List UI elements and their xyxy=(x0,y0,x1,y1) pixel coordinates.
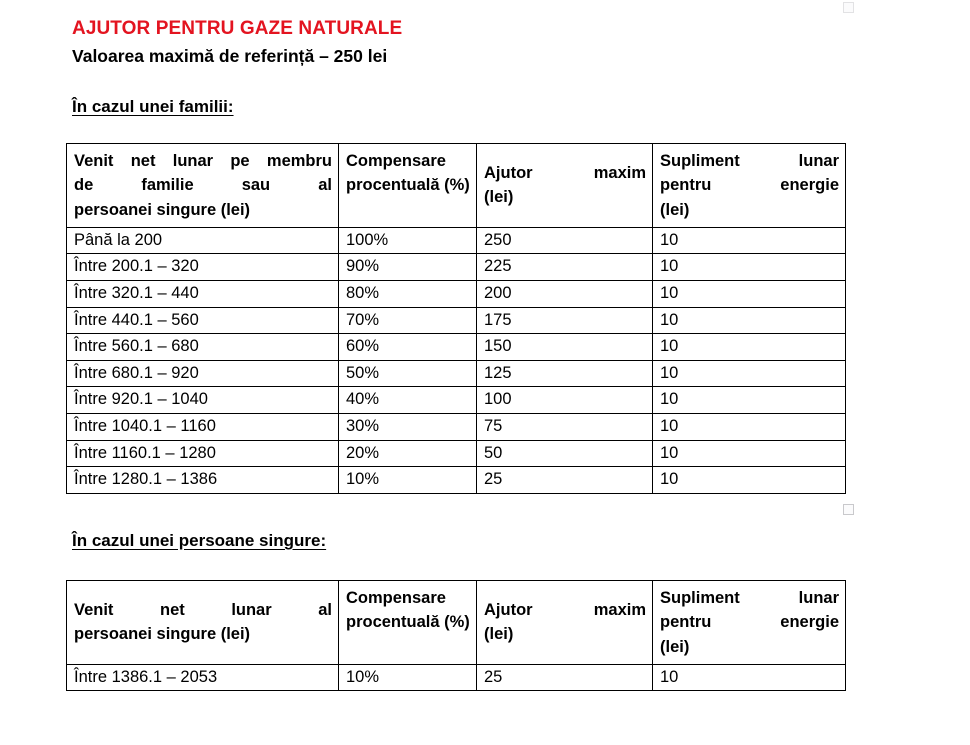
column-header-supliment-line2: pentru energie xyxy=(660,613,839,632)
table-header-row-family xyxy=(67,144,846,228)
table-row xyxy=(67,280,846,307)
cell-ajutor: 250 xyxy=(477,227,653,254)
cell-supliment: 10 xyxy=(653,280,846,307)
cell-compensare: 100% xyxy=(339,227,477,254)
column-header-ajutor-line2: (lei) xyxy=(484,188,514,207)
table-row xyxy=(67,664,846,691)
cell-venit: Între 920.1 – 1040 xyxy=(67,387,339,414)
column-header-compensare-line2: procentuală xyxy=(346,176,440,195)
cell-supliment: 10 xyxy=(653,387,846,414)
cell-venit: Între 680.1 – 920 xyxy=(67,360,339,387)
cell-ajutor: 200 xyxy=(477,280,653,307)
column-header-ajutor-line1: Ajutor maxim xyxy=(484,601,646,620)
cell-compensare: 90% xyxy=(339,254,477,281)
cell-compensare: 80% xyxy=(339,280,477,307)
cell-ajutor: 75 xyxy=(477,413,653,440)
column-header-supliment xyxy=(653,144,846,228)
table-row xyxy=(67,360,846,387)
column-header-supliment-line1: Supliment lunar xyxy=(660,152,839,170)
column-header-ajutor-line1: Ajutor maxim xyxy=(484,164,646,183)
column-header-supliment-line3: (lei) xyxy=(660,200,690,219)
family-benefit-table xyxy=(66,143,846,494)
column-header-compensare-line1: Compensare xyxy=(346,589,446,607)
cell-venit: Între 560.1 – 680 xyxy=(67,334,339,361)
table-row xyxy=(67,227,846,254)
cell-supliment: 10 xyxy=(653,467,846,494)
cell-venit: Între 1280.1 – 1386 xyxy=(67,467,339,494)
column-header-supliment-line3: (lei) xyxy=(660,637,690,656)
cell-supliment: 10 xyxy=(653,307,846,334)
table-header-row xyxy=(67,144,846,228)
column-header-venit-line2: persoanei singure (lei) xyxy=(74,625,251,644)
column-header-compensare-line1: Compensare xyxy=(346,152,446,170)
table-row xyxy=(67,440,846,467)
cell-compensare: 10% xyxy=(339,664,477,691)
cell-venit: Între 1386.1 – 2053 xyxy=(67,664,339,691)
cell-ajutor: 175 xyxy=(477,307,653,334)
cell-ajutor: 25 xyxy=(477,467,653,494)
cell-compensare: 10% xyxy=(339,467,477,494)
table-row xyxy=(67,467,846,494)
column-header-ajutor xyxy=(477,144,653,228)
table-row xyxy=(67,254,846,281)
table-row xyxy=(67,387,846,414)
cell-venit: Între 440.1 – 560 xyxy=(67,307,339,334)
cell-venit: Până la 200 xyxy=(67,227,339,254)
single-person-benefit-table xyxy=(66,580,846,691)
cell-supliment: 10 xyxy=(653,440,846,467)
single-table-body xyxy=(67,664,846,691)
column-header-supliment-line1: Supliment lunar xyxy=(660,589,839,607)
cell-supliment: 10 xyxy=(653,664,846,691)
table-header-row xyxy=(67,581,846,665)
cell-supliment: 10 xyxy=(653,413,846,440)
cell-ajutor: 100 xyxy=(477,387,653,414)
column-header-venit-line1: Venit net lunar pe membru xyxy=(74,152,332,170)
column-header-supliment-line2: pentru energie xyxy=(660,176,839,195)
table-row xyxy=(67,334,846,361)
section-heading-single-person: În cazul unei persoane singure: xyxy=(72,531,327,550)
cell-ajutor: 25 xyxy=(477,664,653,691)
cell-compensare: 20% xyxy=(339,440,477,467)
column-header-venit-line3: persoanei singure (lei) xyxy=(74,200,251,219)
family-table-body xyxy=(67,227,846,493)
column-header-compensare xyxy=(339,144,477,228)
cell-compensare: 40% xyxy=(339,387,477,414)
cell-venit: Între 1160.1 – 1280 xyxy=(67,440,339,467)
cell-compensare: 30% xyxy=(339,413,477,440)
column-header-ajutor xyxy=(477,581,653,665)
cell-supliment: 10 xyxy=(653,334,846,361)
column-header-compensare-line3: (%) xyxy=(444,613,470,632)
cell-venit: Între 200.1 – 320 xyxy=(67,254,339,281)
table-row xyxy=(67,413,846,440)
cell-compensare: 60% xyxy=(339,334,477,361)
table-resize-handle-icon[interactable] xyxy=(843,504,854,515)
table-row xyxy=(67,307,846,334)
cell-compensare: 50% xyxy=(339,360,477,387)
cell-venit: Între 1040.1 – 1160 xyxy=(67,413,339,440)
column-header-venit xyxy=(67,144,339,228)
column-header-venit xyxy=(67,581,339,665)
column-header-supliment xyxy=(653,581,846,665)
cell-ajutor: 50 xyxy=(477,440,653,467)
cell-ajutor: 125 xyxy=(477,360,653,387)
table-header-row-single xyxy=(67,581,846,665)
cell-ajutor: 225 xyxy=(477,254,653,281)
cell-supliment: 10 xyxy=(653,360,846,387)
page-subtitle: Valoarea maximă de referință – 250 lei xyxy=(72,46,388,66)
section-heading-family: În cazul unei familii: xyxy=(72,97,234,116)
cell-venit: Între 320.1 – 440 xyxy=(67,280,339,307)
column-header-compensare xyxy=(339,581,477,665)
cell-supliment: 10 xyxy=(653,227,846,254)
column-header-compensare-line2: procentuală xyxy=(346,613,440,632)
column-header-compensare-line3: (%) xyxy=(444,176,470,195)
column-header-venit-line2: de familie sau al xyxy=(74,176,332,195)
cell-supliment: 10 xyxy=(653,254,846,281)
column-header-ajutor-line2: (lei) xyxy=(484,625,514,644)
cell-compensare: 70% xyxy=(339,307,477,334)
column-header-venit-line1: Venit net lunar al xyxy=(74,601,332,620)
page-title: AJUTOR PENTRU GAZE NATURALE xyxy=(72,18,403,39)
cell-ajutor: 150 xyxy=(477,334,653,361)
page-corner-marker-icon xyxy=(843,2,854,13)
